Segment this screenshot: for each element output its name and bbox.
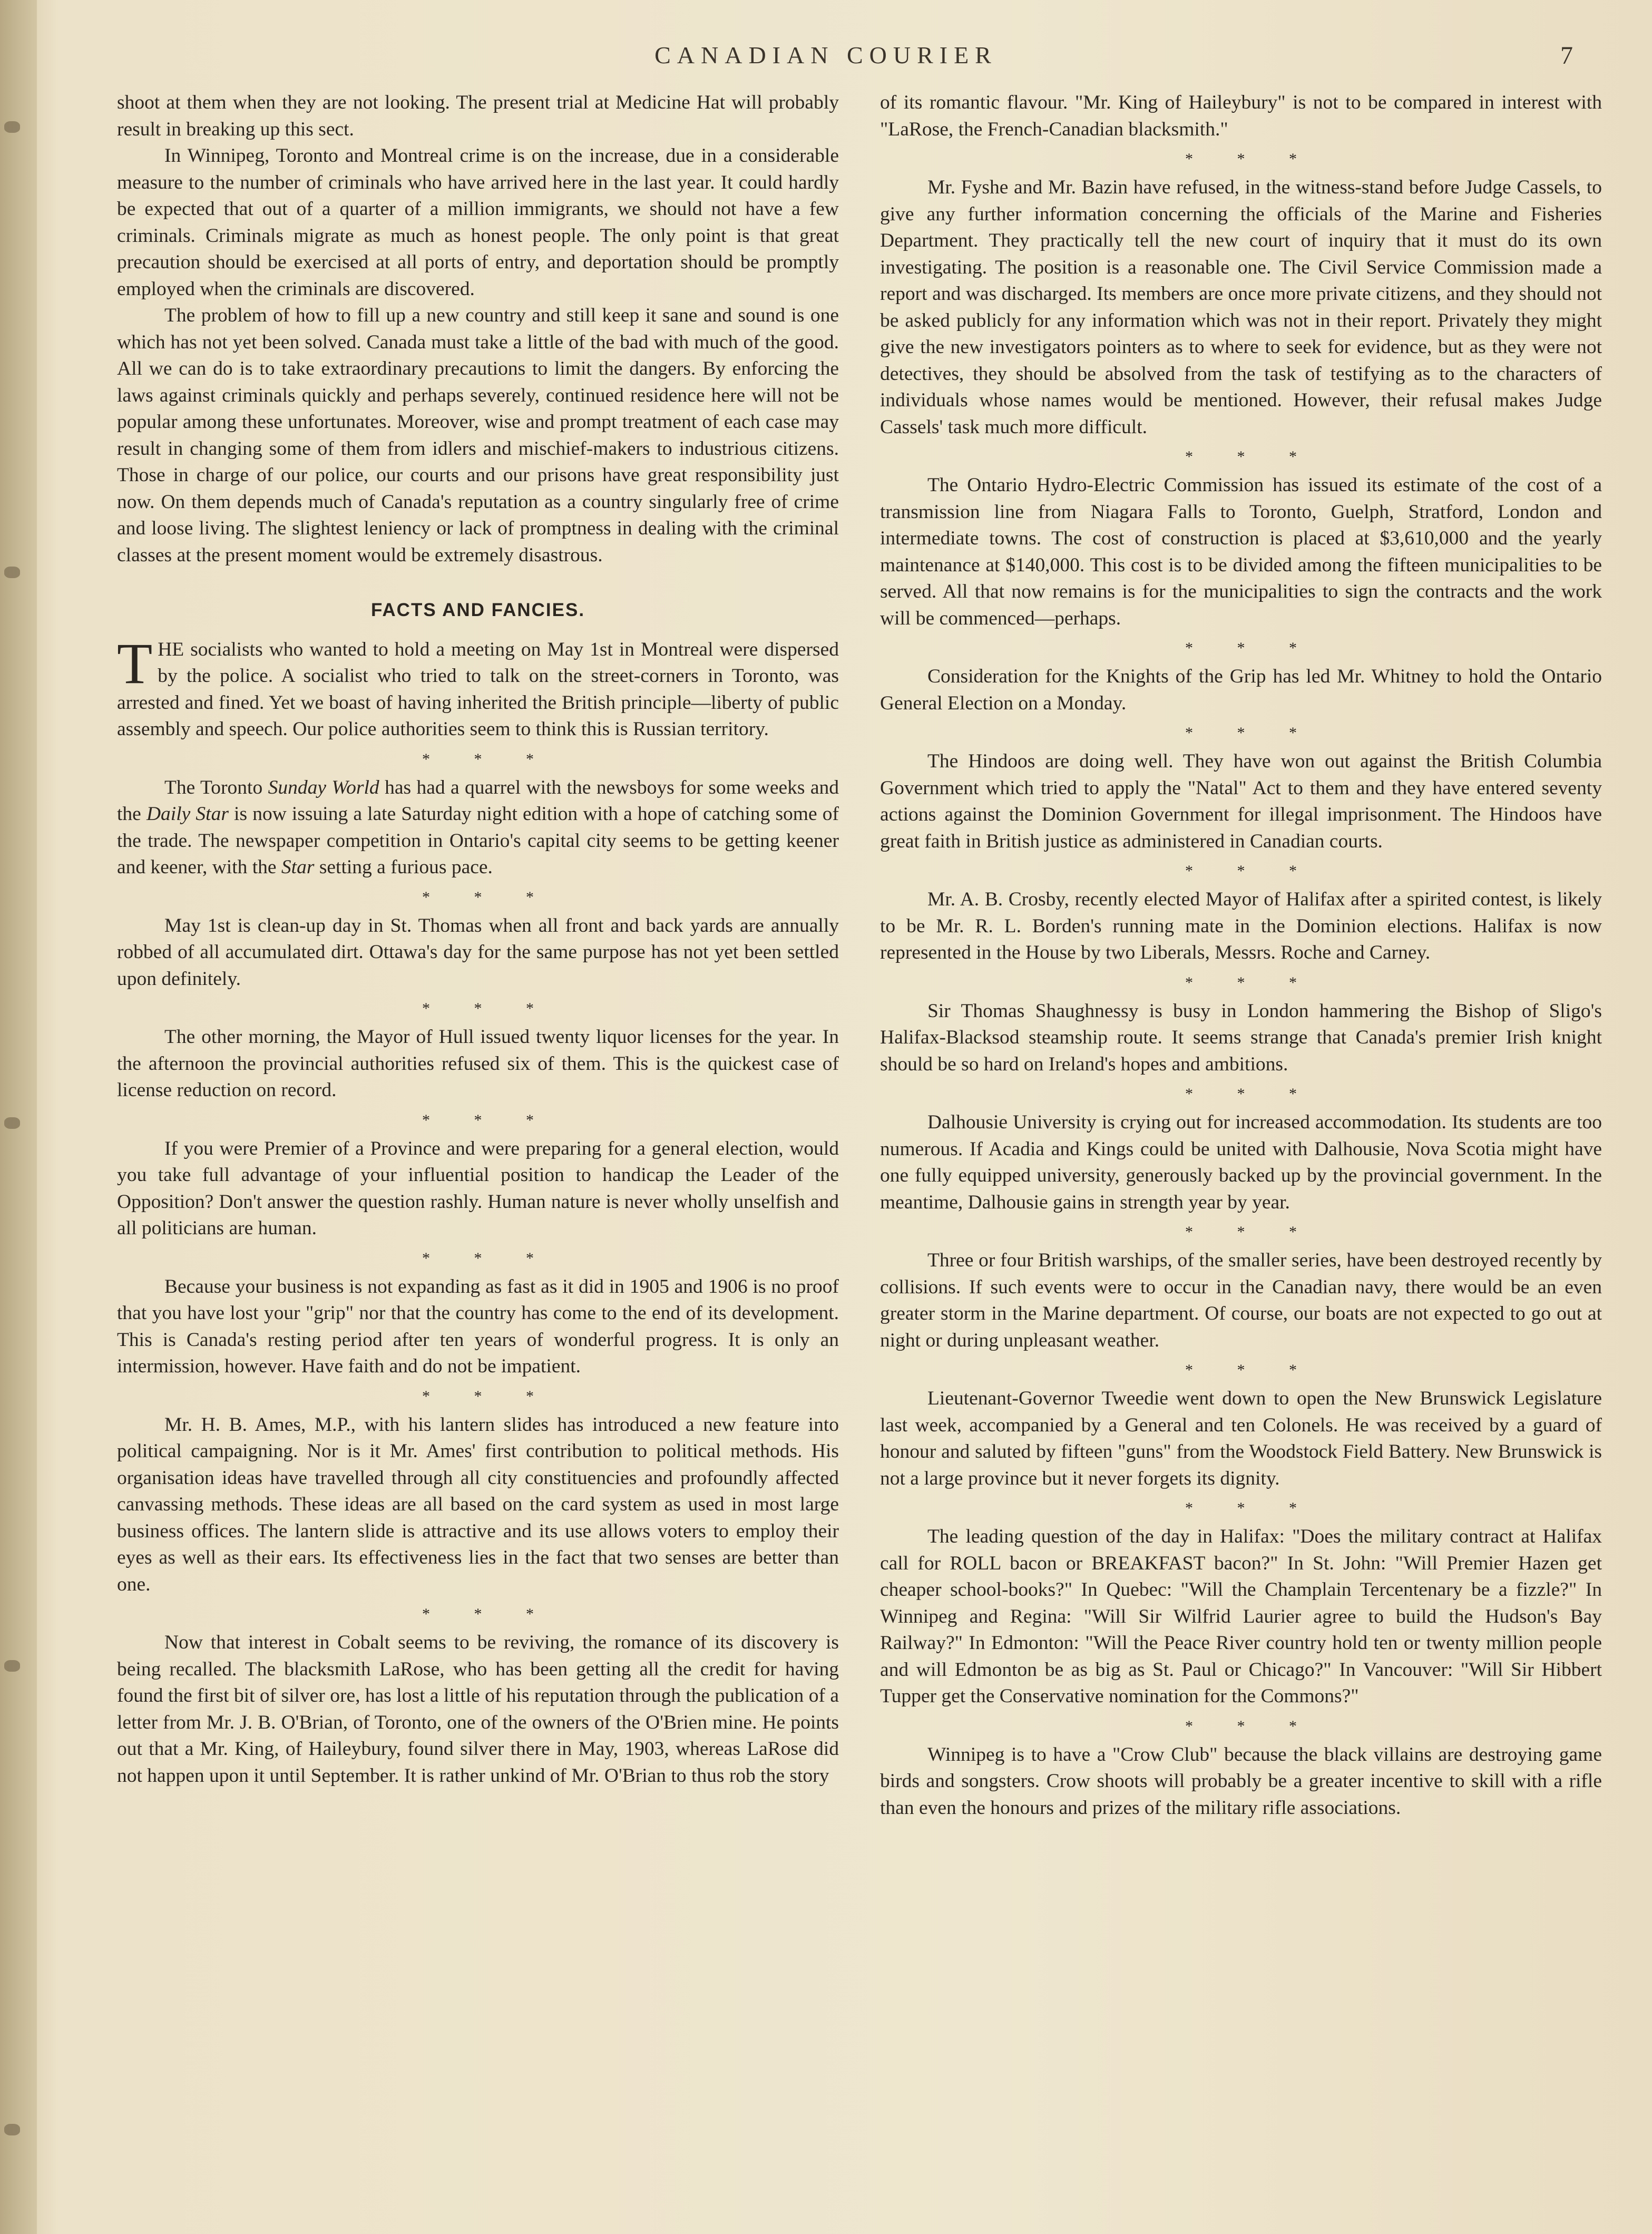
paragraph: The problem of how to fill up a new country and still keep it sane and sound is one which has not yet been solved. Canada must take a little of the bad with much of the good. All we can do is to take extraordinary precautions to limit the dangers. By enforcing the laws against criminals quickly and perhaps severely, continued residence here will not be popular among these unfortunates. Moreover, wise and prompt treatment of each case may result in changing some of them from idlers and mischief-makers to industrious citizens. Those in charge of our police, our courts and our prisons have great responsibility just now. On them depends much of Canada's reputation as a country singularly free of crime and loose living. The slightest leniency or lack of promptness in dealing with the criminal classes at the present moment would be extremely disastrous.: [117, 305, 839, 566]
running-header: CANADIAN COURIER: [654, 42, 998, 69]
text-run: setting a furious pace.: [314, 856, 493, 878]
binding-tab-mark: [4, 121, 20, 133]
binding-tab-mark: [4, 1660, 20, 1672]
drop-cap: T: [117, 631, 153, 696]
section-divider: * * *: [422, 1000, 554, 1017]
binding-tab-mark: [4, 567, 20, 578]
section-divider: * * *: [1185, 1223, 1317, 1241]
paragraph: The other morning, the Mayor of Hull issued twenty liquor licenses for the year. In the afternoon the provincial authorities refused six of them. This is the quickest case of license reduction on record.: [117, 1026, 839, 1101]
section-divider: * * *: [422, 750, 554, 768]
section-divider: * * *: [1185, 1717, 1317, 1735]
paragraph: The Ontario Hydro-Electric Commission has issued its estimate of the cost of a transmission line from Niagara Falls to Toronto, Guelph, Stratford, London and intermediate towns. The cost of construction is placed at $3,610,000 and the yearly maintenance at $140,000. This cost is to be divided among the fifteen municipalities to be served. All that now remains is for the municipalities to sign the contracts and the work will be commenced—perhaps.: [880, 474, 1602, 629]
paragraph: Three or four British warships, of the smaller series, have been destroyed recently by collisions. If such events were to occur in the Canadian navy, there would be an even greater storm in the Marine department. Of course, our boats are not expected to go out at night or during unpleasant weather.: [880, 1250, 1602, 1351]
left-column: [117, 90, 839, 1789]
paragraph: Lieutenant-Governor Tweedie went down to open the New Brunswick Legislature last week, accompanied by a General and ten Colonels. He was received by a guard of honour and saluted by fifteen "guns" from the Woodstock Field Battery. New Brunswick is not a large province but it never forgets its dignity.: [880, 1388, 1602, 1489]
paragraph: The leading question of the day in Halifax: "Does the military contract at Halifax call for ROLL bacon or BREAKFAST bacon?" In St. John: "Will Premier Hazen get cheaper school-books?" In Quebec: "Will the Champlain Tercentenary be a fizzle?" In Winnipeg and Regina: "Will Sir Wilfrid Laurier agree to build the Hudson's Bay Railway?" In Edmonton: "Will the Peace River country hold ten or twenty million people and will Edmonton be as big as St. Paul or Chicago?" In Vancouver: "Will Sir Hibbert Tupper get the Conservative nomination for the Commons?": [880, 1526, 1602, 1707]
paragraph: In Winnipeg, Toronto and Montreal crime is on the increase, due in a considerable measure to the number of criminals who have arrived here in the last year. It could hardly be expected that out of a quarter of a million immigrants, we should not have a few criminals. Criminals migrate as much as honest people. The only point is that great precaution should be exercised at all ports of entry, and deportation should be promptly employed when the criminals are discovered.: [117, 145, 839, 300]
section-divider: * * *: [422, 1605, 554, 1623]
paragraph-text: HE socialists who wanted to hold a meeting on May 1st in Montreal were dispersed by the police. A socialist who tried to talk on the street-corners in Toronto, was arrested and fined. Yet we boast of having inherited the British principle—liberty of public assembly and speech. Our police authorities seem to think this is Russian territory.: [117, 638, 839, 740]
paragraph: If you were Premier of a Province and were preparing for a general election, would you take full advantage of your influential position to handicap the Leader of the Opposition? Don't answer the question rashly. Human nature is never wholly unselfish and all politicians are human.: [117, 1137, 839, 1239]
italic-title: Star: [281, 856, 315, 878]
section-divider: * * *: [422, 888, 554, 906]
paragraph: Consideration for the Knights of the Grip has led Mr. Whitney to hold the Ontario General Election on a Monday.: [880, 666, 1602, 714]
page-number: 7: [1560, 42, 1573, 70]
paragraph: [117, 775, 839, 881]
section-divider: * * *: [1185, 724, 1317, 742]
paragraph: [117, 631, 839, 743]
binding-tab-mark: [4, 2124, 20, 2135]
paragraph: shoot at them when they are not looking. The present trial at Medicine Hat will probably result in breaking up this sect.: [117, 92, 839, 140]
paragraph: Winnipeg is to have a "Crow Club" because the black villains are destroying game birds and songsters. Crow shoots will probably be a greater incentive to skill with a rifle than even the honours and prizes of the military rifle associations.: [880, 1743, 1602, 1819]
italic-title: Daily Star: [146, 803, 229, 825]
italic-title: Sunday World: [268, 776, 379, 798]
section-divider: * * *: [1185, 1085, 1317, 1103]
right-column: [880, 90, 1602, 1821]
section-divider: * * *: [1185, 448, 1317, 465]
section-divider: * * *: [1185, 150, 1317, 168]
paragraph: Mr. H. B. Ames, M.P., with his lantern slides has introduced a new feature into political campaigning. Nor is it Mr. Ames' first contribution to political methods. His organisation ideas have travelled through all city constituencies and profoundly affected canvassing methods. These ideas are all based on the card system as used in most large business offices. The lantern slide is attractive and its use allows voters to employ their eyes as well as their ears. Its effectiveness lies in the fact that two senses are better than one.: [117, 1413, 839, 1595]
section-divider: * * *: [1185, 973, 1317, 991]
section-divider: * * *: [1185, 639, 1317, 657]
section-divider: * * *: [1185, 1499, 1317, 1517]
section-divider: * * *: [1185, 862, 1317, 880]
section-divider: * * *: [422, 1249, 554, 1267]
section-divider: * * *: [422, 1387, 554, 1405]
paragraph: Now that interest in Cobalt seems to be reviving, the romance of its discovery is being recalled. The blacksmith LaRose, who has been getting all the credit for having found the first bit of silver ore, has lost a little of his reputation through the publication of a letter from Mr. J. B. O'Brian, of Toronto, one of the owners of the O'Brien mine. He points out that a Mr. King, of Haileybury, found silver there in May, 1903, whereas LaRose did not happen upon it until September. It is rather unkind of Mr. O'Brian to thus rob the story: [117, 1632, 839, 1787]
section-heading: FACTS AND FANCIES.: [370, 600, 585, 620]
binding-tab-mark: [4, 1117, 20, 1129]
paragraph: of its romantic flavour. "Mr. King of Haileybury" is not to be compared in interest with "LaRose, the French-Canadian blacksmith.": [880, 92, 1602, 140]
section-divider: * * *: [1185, 1361, 1317, 1379]
text-run: The Toronto: [164, 776, 268, 798]
paragraph: Mr. Fyshe and Mr. Bazin have refused, in the witness-stand before Judge Cassels, to give any further information concerning the officials of the Marine and Fisheries Department. They practically tell the new court of inquiry that it must do its own investigating. The position is a reasonable one. The Civil Service Commission made a report and was discharged. Its members are once more private citizens, and they should not be asked publicly for any information which was not in their report. Privately they might give the new investigators pointers as to where to seek for evidence, but as they were not detectives, they should be absolved from the task of testifying as to the characters of individuals whose names would be mentioned. However, their refusal makes Judge Cassels' task much more difficult.: [880, 177, 1602, 438]
paragraph: May 1st is clean-up day in St. Thomas when all front and back yards are annually robbed of all accumulated dirt. Ottawa's day for the same purpose has not yet been settled upon definitely.: [117, 914, 839, 990]
section-divider: * * *: [422, 1111, 554, 1129]
text-run: has had a quarrel with the newsboys for some weeks and the: [117, 776, 839, 825]
text-run: is now issuing a late Saturday night edition with a hope of catching some of the trade. The newspaper competition in Ontario's capital city seems to be getting keener and keener, with the: [117, 803, 839, 878]
paragraph: Mr. A. B. Crosby, recently elected Mayor of Halifax after a spirited contest, is likely to be Mr. R. L. Borden's running mate in the Dominion elections. Halifax is now represented in the House by two Liberals, Messrs. Roche and Carney.: [880, 889, 1602, 963]
paragraph: Dalhousie University is crying out for increased accommodation. Its students are too numerous. If Acadia and Kings could be united with Dalhousie, Nova Scotia might have one fully equipped university, generously backed up by the provincial government. In the meantime, Dalhousie gains in strength year by year.: [880, 1111, 1602, 1213]
paragraph: The Hindoos are doing well. They have won out against the British Columbia Government which tried to apply the "Natal" Act to them and they have entered seventy actions against the Dominion Government for illegal imprisonment. The Hindoos have great faith in British justice as administered in Canadian courts.: [880, 750, 1602, 852]
paragraph: Sir Thomas Shaughnessy is busy in London hammering the Bishop of Sligo's Halifax-Blacksod steamship route. It seems strange that Canada's premier Irish knight should be so hard on Ireland's hopes and ambitions.: [880, 1000, 1602, 1075]
page-binding-edge: [0, 0, 37, 2234]
paragraph: Because your business is not expanding as fast as it did in 1905 and 1906 is no proof that you have lost your "grip" nor that the country has come to the end of its development. This is Canada's resting period after ten years of wonderful progress. It is only an intermission, however. Have faith and do not be impatient.: [117, 1275, 839, 1377]
